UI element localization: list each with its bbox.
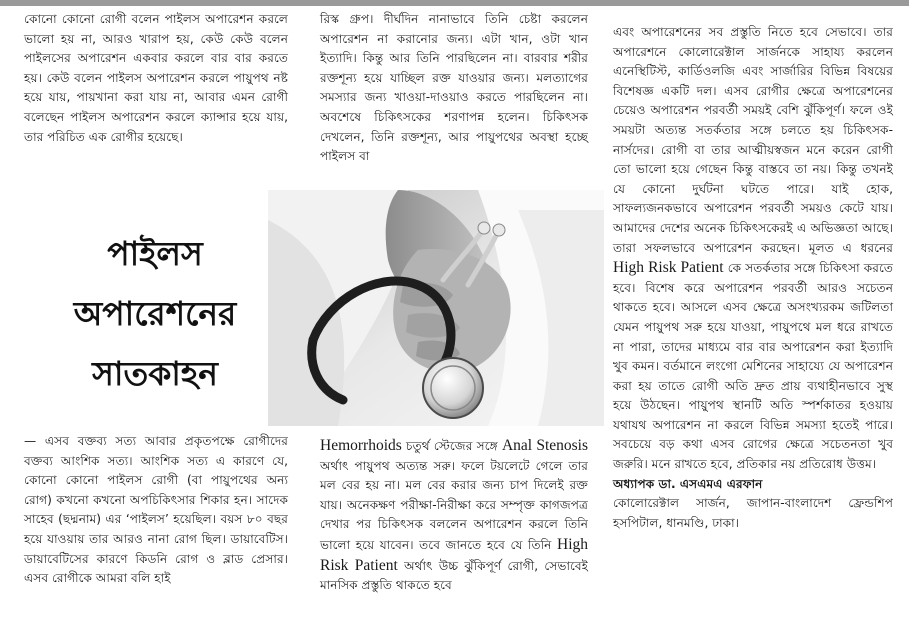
article-column-2-top — [320, 10, 588, 167]
text-run: চতুর্থ স্টেজের সঙ্গে — [406, 439, 498, 453]
author-affiliation: কোলোরেক্টাল সার্জন, জাপান-বাংলাদেশ ফ্রেন্ডশিপ হসপিটাল, ধানমণ্ডি, ঢাকা। — [613, 496, 893, 530]
paragraph: কোনো কোনো রোগী বলেন পাইলস অপারেশন করলে ভালো হয় না, আরও খারাপ হয়, কেউ কেউ বলেন পাইলসের অপারেশন একবার করলে বার বার করতে হয়। কেউ বলেন পাইলস অপারেশন করলে পায়ুপথ নষ্ট হয়ে যায়, পায়খানা করা যায় না, আবার এমন রোগী বলেছেন পাইলস অপারেশন করলে ক্যান্সার হয়ে যায়, তার পরিচিত এক রোগীর হয়েছে। — [24, 12, 288, 144]
headline-line-3: সাতকাহন — [92, 354, 218, 393]
english-term: Hemorrhoids — [320, 437, 402, 454]
text-run: অর্থাৎ উচ্চ ঝুঁকিপূর্ণ রোগী, সেভাবেই মানসিক প্রস্তুতি থাকতে হবে — [320, 558, 589, 593]
text-run: অর্থাৎ পায়ুপথ অত্যন্ত সরু। ফলে টয়লেটে গেলে তার মল বের হয় না। মল বের করার জন্য চাপ দিলেই রক্ত যায়। অনেকক্ষণ পরীক্ষা-নিরীক্ষা করে সম্পৃক্ত কাগজপত্র দেখার পর চিকিৎসক বললেন অপারেশন করলে তিনি ভালো হয়ে যাবেন। তবে জানতে হবে যে তিনি — [320, 458, 588, 552]
article-headline — [40, 224, 270, 404]
article-column-1-bottom — [24, 432, 288, 589]
paragraph — [613, 23, 893, 475]
author-name: অধ্যাপক ডা. এসএমএ এরফান — [613, 476, 763, 491]
paragraph: — এসব বক্তব্য সত্য আবার প্রকৃতপক্ষে রোগীদের বক্তব্য আংশিক সত্য। আংশিক সত্য এ কারণে যে, কোনো কোনো পাইলস রোগী (বা পায়ুপথের অন্য রোগ) কখনো কখনো অপচিকিৎসার শিকার হন। সাদেক সাহেব (ছদ্মনাম) এর ‘পাইলস’ হয়েছিল। বয়স ৮০ বছর হয়ে যাওয়ায় তার আরও নানা রোগ ছিল। ডায়াবেটিস। ডায়াবেটিসের কারণে কিডনি রোগ ও ব্লাড প্রেসার। এসব রোগীকে আমরা বলি হাই — [24, 434, 288, 586]
text-run: এবং অপারেশনের সব প্রস্তুতি নিতে হবে সেভাবে। তার অপারেশনে কোলোরেক্টাল সার্জনকে সাহায্য করলেন এনেস্থিটিস্ট, কার্ডিওলজি এবং সার্জারির বিভিন্ন বিষয়ের বিশেষজ্ঞ একটি দল। এসব রোগীর ক্ষেত্রে অপারেশনের চেয়েও অপারেশন পরবর্তী সময়ই বেশি ঝুঁকিপূর্ণ। ফলে ওই সময়টা অত্যন্ত সতর্কতার সঙ্গে চলতে হয় চিকিৎসক-নার্সদের। রোগী বা তার আত্মীয়স্বজন মনে করেন রোগী তো ভালো হয়ে গেছেন কিন্তু বাস্তবে তা নয়। কিন্তু তখনই যে কোনো দুর্ঘটনা ঘটতে পারে। যাই হোক, সাফল্যজনকভাবে অপারেশন পরবর্তী সময়ও কেটে যায়। আমাদের দেশের অনেক চিকিৎসকেরই এ অভিজ্ঞতা আছে। তারা সফলভাবে অপারেশন করছেন। মূলত এ ধরনের — [613, 25, 893, 255]
english-term: High Risk Patient — [320, 535, 588, 574]
text-run: কে সতর্কতার সঙ্গে চিকিৎসা করতে হবে। বিশেষ করে অপারেশন পরবর্তী আরও সচেতন থাকতে হবে। আসলে এসব ক্ষেত্রে অসংখ্যরকম জটিলতা যেমন পায়ুপথ সরু হয়ে যাওয়া, পায়ুপথে মল ধরে রাখতে না পারা, তাদের মাধ্যমে বার বার অপারেশন করা ইত্যাদি খুব কমন। বর্তমানে লংগো মেশিনের সাহায্যে যে অপারেশন করা হয় তাতে রোগী অতি দ্রুত প্রায় ব্যথাহীনভাবে সুস্থ হয়ে উঠছেন। পায়ুপথ স্থানটি অতি স্পর্শকাতর হওয়ায় যথাযথ অপারেশন না করলে বিভিন্ন সমস্যা হতেই পারে। সবচেয়ে বড় কথা এসব রোগের ক্ষেত্রে সচেতনতা খুব জরুরি। মনে রাখতে হবে, প্রতিকার নয় প্রতিরোধ উত্তম। — [613, 261, 893, 472]
english-term: Anal Stenosis — [501, 437, 589, 454]
article-column-1-top — [24, 10, 288, 147]
top-rule — [0, 0, 909, 6]
paragraph — [320, 436, 588, 596]
article-column-2-bottom — [320, 436, 588, 596]
article-column-3 — [613, 23, 893, 533]
headline-line-2: অপারেশনের — [73, 294, 237, 333]
stethoscope-photo — [268, 190, 604, 426]
headline-line-1: পাইলস — [107, 234, 203, 273]
english-term: High Risk Patient — [613, 259, 724, 277]
stethoscope-icon — [268, 190, 604, 426]
paragraph: রিস্ক গ্রুপ। দীর্ঘদিন নানাভাবে তিনি চেষ্টা করলেন অপারেশন না করানোর জন্য। এটা খান, ওটা খান ইত্যাদি। কিন্তু আর তিনি পারছিলেন না। বারবার শরীর রক্তশূন্য হয়ে যাচ্ছিল রক্ত যাওয়ার জন্য। মলত্যাগের সমস্যার জন্য খাওয়া-দাওয়াও করতে পারছিলেন না। অবশেষে চিকিৎসকের শরণাপন্ন হলেন। চিকিৎসক দেখলেন, তিনি রক্তশূন্য, আর পায়ুপথের অবস্থা হচ্ছে পাইলস বা — [320, 12, 588, 164]
